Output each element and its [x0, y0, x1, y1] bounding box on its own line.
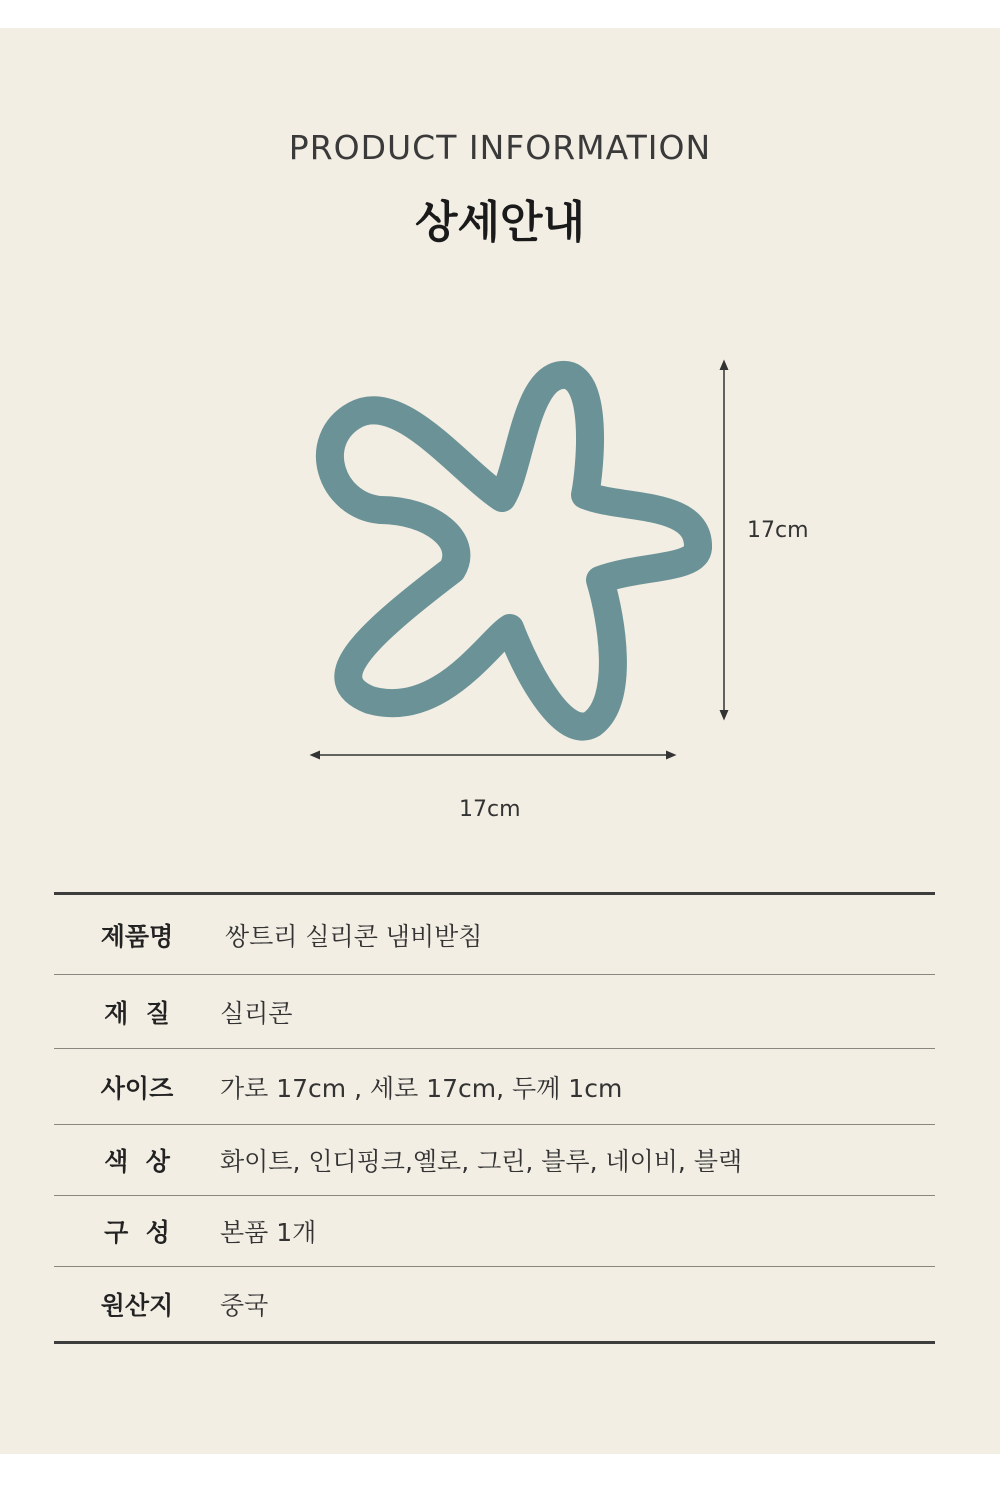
spec-label: 재 질 [104, 998, 170, 1028]
trivet-image [330, 375, 698, 727]
spec-row-name [54, 895, 935, 975]
width-dimension-label: 17cm [459, 797, 521, 822]
spec-value: 가로 17cm , 세로 17cm, 두께 1cm [220, 1073, 623, 1103]
spec-value: 쌍트리 실리콘 냄비받침 [225, 921, 483, 951]
spec-value: 실리콘 [220, 998, 293, 1028]
section-title: 상세안내 [414, 197, 585, 248]
spec-label: 구 성 [104, 1218, 170, 1247]
spec-label: 사이즈 [100, 1073, 174, 1103]
spec-row-components [54, 1196, 935, 1267]
spec-value: 본품 1개 [220, 1218, 317, 1247]
spec-table [54, 892, 935, 1344]
spec-row-origin [54, 1267, 935, 1341]
spec-value: 화이트, 인디핑크,옐로, 그린, 블루, 네이비, 블랙 [220, 1147, 743, 1176]
section-eyebrow: PRODUCT INFORMATION [288, 128, 712, 167]
spec-row-color [54, 1125, 935, 1196]
spec-label: 원산지 [100, 1291, 174, 1320]
height-dimension-label: 17cm [747, 518, 809, 543]
spec-label: 색 상 [104, 1147, 170, 1176]
spec-row-material [54, 975, 935, 1049]
spec-row-size [54, 1049, 935, 1125]
spec-label: 제품명 [100, 921, 174, 951]
spec-value: 중국 [220, 1291, 269, 1320]
